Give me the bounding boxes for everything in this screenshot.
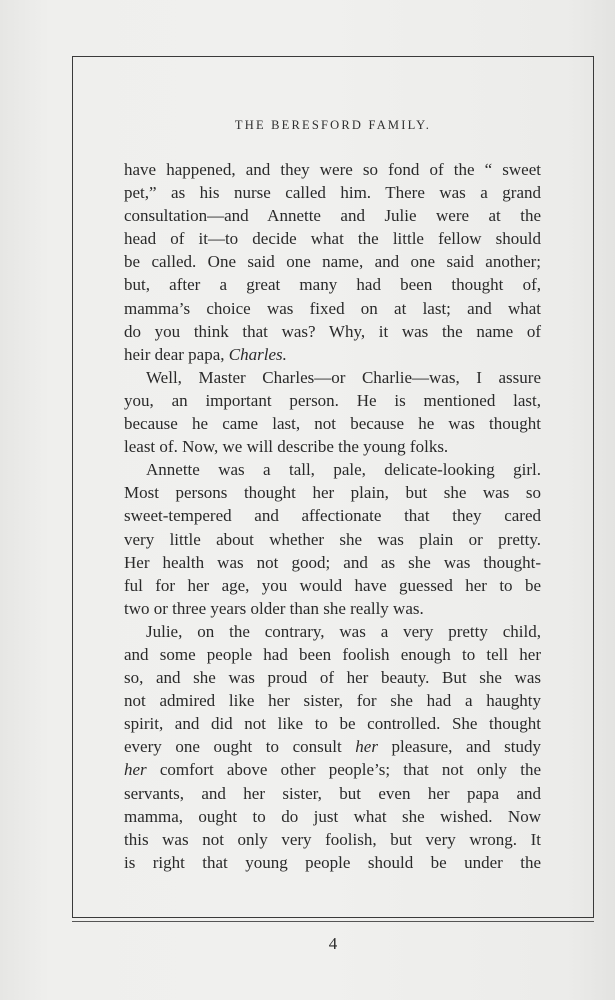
text-line: but, after a great many had been thought of, xyxy=(124,275,541,295)
text-line: Most persons thought her plain, but she was so xyxy=(124,483,541,503)
text-line: so, and she was proud of her beauty. But she was xyxy=(124,668,541,688)
paragraph xyxy=(124,158,541,366)
text-line: mamma’s choice was fixed on at last; and what xyxy=(124,298,541,318)
text-line: Julie, on the contrary, was a very pretty child, xyxy=(146,621,541,641)
text-line: have happened, and they were so fond of the “ sweet xyxy=(124,160,541,179)
text-line: Her health was not good; and as she was thought- xyxy=(124,552,541,572)
text-line: head of it—to decide what the little fellow should xyxy=(124,229,541,249)
text-line: servants, and her sister, but even her papa and xyxy=(124,783,541,803)
paragraph xyxy=(124,366,541,458)
text-line: spirit, and did not like to be controlled. She thought xyxy=(124,714,541,734)
text-line: sweet-tempered and affectionate that they cared xyxy=(124,506,541,526)
page-bottom-rule xyxy=(72,921,594,922)
text-line: Annette was a tall, pale, delicate-looking girl. xyxy=(146,460,541,480)
text-line: is right that young people should be under the xyxy=(124,852,541,872)
text-line: do you think that was? Why, it was the name of xyxy=(124,321,541,341)
text-line: be called. One said one name, and one said another; xyxy=(124,252,541,272)
text-line: mamma, ought to do just what she wished. Now xyxy=(124,806,541,826)
text-line: every one ought to consult her pleasure, and study xyxy=(124,737,541,757)
running-head: THE BERESFORD FAMILY. xyxy=(234,118,432,132)
text-line-italic-end: heir dear papa, Charles. xyxy=(124,344,287,364)
emphasis: her xyxy=(124,760,147,780)
page-number: 4 xyxy=(328,934,338,953)
text-line: not admired like her sister, for she had a haughty xyxy=(124,691,541,711)
body-text xyxy=(124,158,541,874)
paragraph xyxy=(124,620,541,874)
text-line: you, an important person. He is mentioned last, xyxy=(124,390,541,410)
text-line: two or three years older than she really was. xyxy=(124,598,424,618)
text-line: this was not only very foolish, but very wrong. It xyxy=(124,829,541,849)
text-line: very little about whether she was plain or pretty. xyxy=(124,529,541,549)
text-line: pet,” as his nurse called him. There was a grand xyxy=(124,183,541,203)
emphasis: her xyxy=(355,737,378,757)
text-line: least of. Now, we will describe the young folks. xyxy=(124,437,449,457)
text-line: her comfort above other people’s; that not only the xyxy=(124,760,541,780)
emphasis: Charles. xyxy=(228,344,287,364)
text-line: and some people had been foolish enough to tell her xyxy=(124,644,541,664)
paragraph xyxy=(124,458,541,620)
text-line: Well, Master Charles—or Charlie—was, I assure xyxy=(146,367,541,387)
text-line: consultation—and Annette and Julie were at the xyxy=(124,206,541,226)
text-line: ful for her age, you would have guessed her to be xyxy=(124,575,541,595)
text-line: because he came last, not because he was thought xyxy=(124,414,541,434)
